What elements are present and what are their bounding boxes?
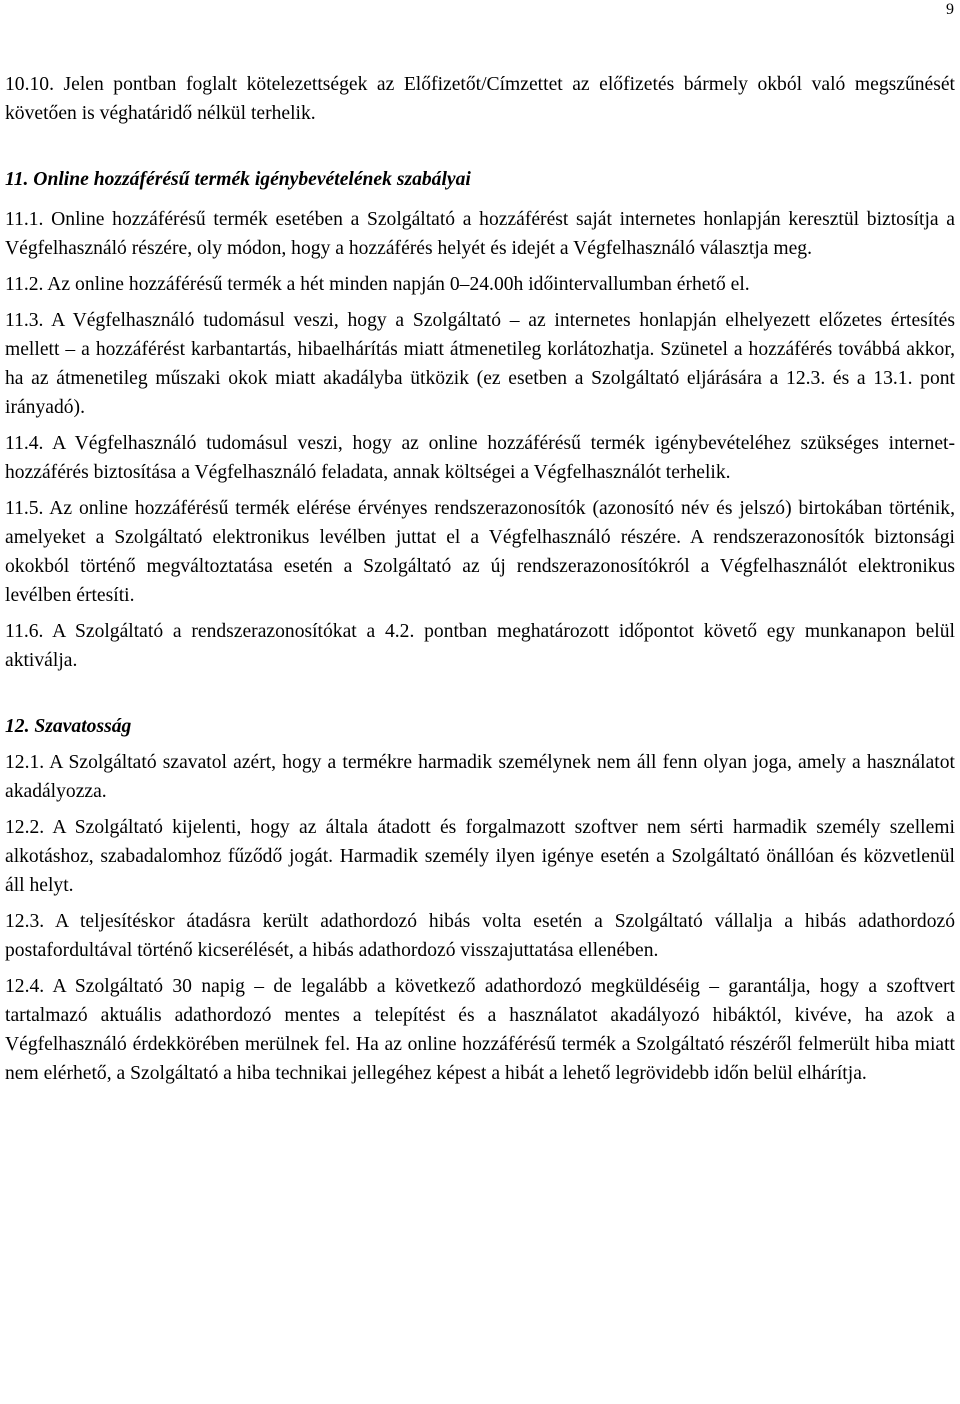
page-number: 9 (946, 1, 954, 18)
paragraph-12-1: 12.1. A Szolgáltató szavatol azért, hogy a termékre harmadik személynek nem áll fenn olyan joga, amely a használatot akadályozza. (5, 752, 955, 802)
page-content (5, 70, 955, 1088)
section-heading-11: 11. Online hozzáférésű termék igénybevételének szabályai (5, 169, 471, 190)
paragraph-12-2: 12.2. A Szolgáltató kijelenti, hogy az általa átadott és forgalmazott szoftver nem sérti harmadik személy szellemi alkotáshoz, szabadalomhoz fűződő jogát. Harmadik személy ilyen igénye esetén a Szolgáltató önállóan és közvetlenül áll helyt. (5, 817, 955, 896)
paragraph-11-1: 11.1. Online hozzáférésű termék esetében a Szolgáltató a hozzáférést saját internetes honlapján keresztül biztosítja a Végfelhasználó részére, oly módon, hogy a hozzáférés helyét és idejét a Végfelhasználó választja meg. (5, 209, 955, 259)
paragraph-12-3: 12.3. A teljesítéskor átadásra került adathordozó hibás volta esetén a Szolgáltató vállalja a hibás adathordozó postafordultával történő kicserélését, a hibás adathordozó visszajuttatása ellenében. (5, 911, 955, 961)
paragraph-11-4: 11.4. A Végfelhasználó tudomásul veszi, hogy az online hozzáférésű termék igénybevételéhez szükséges internet-hozzáférés biztosítása a Végfelhasználó feladata, annak költségei a Végfelhasználót terhelik. (5, 433, 955, 483)
paragraph-11-3: 11.3. A Végfelhasználó tudomásul veszi, hogy a Szolgáltató – az internetes honlapján elhelyezett előzetes értesítés mellett – a hozzáférést karbantartás, hibaelhárítás miatt átmenetileg korlátozhatja. Szünetel a hozzáférés továbbá akkor, ha az átmenetileg műszaki okok miatt akadályba ütközik (ez esetben a Szolgáltató eljárására a 12.3. és a 13.1. pont irányadó). (5, 310, 955, 418)
section-heading-12: 12. Szavatosság (5, 716, 132, 737)
paragraph-11-2: 11.2. Az online hozzáférésű termék a hét minden napján 0–24.00h időintervallumban érhető el. (5, 274, 750, 295)
paragraph-11-5: 11.5. Az online hozzáférésű termék elérése érvényes rendszerazonosítók (azonosító név és jelszó) birtokában történik, amelyeket a Szolgáltató elektronikus levélben juttat el a Végfelhasználó részére. A rendszerazonosítók biztonsági okokból történő megváltoztatása esetén a Szolgáltató az új rendszerazonosítókról a Végfelhasználót elektronikus levélben értesíti. (5, 498, 955, 606)
paragraph-10-10: 10.10. Jelen pontban foglalt kötelezettségek az Előfizetőt/Címzettet az előfizetés bármely okból való megszűnését követően is véghatáridő nélkül terhelik. (5, 74, 955, 124)
paragraph-11-6: 11.6. A Szolgáltató a rendszerazonosítókat a 4.2. pontban meghatározott időpontot követő egy munkanapon belül aktiválja. (5, 621, 955, 671)
paragraph-12-4: 12.4. A Szolgáltató 30 napig – de legalább a következő adathordozó megküldéséig – garantálja, hogy a szoftvert tartalmazó aktuális adathordozó mentes a telepítést és a használatot akadályozó hibáktól, kivéve, ha azok a Végfelhasználó érdekkörében merülnek fel. Ha az online hozzáférésű termék a Szolgáltató részéről felmerült hiba miatt nem elérhető, a Szolgáltató a hiba technikai jellegéhez képest a hibát a lehető legrövidebb időn belül elhárítja. (5, 976, 955, 1084)
